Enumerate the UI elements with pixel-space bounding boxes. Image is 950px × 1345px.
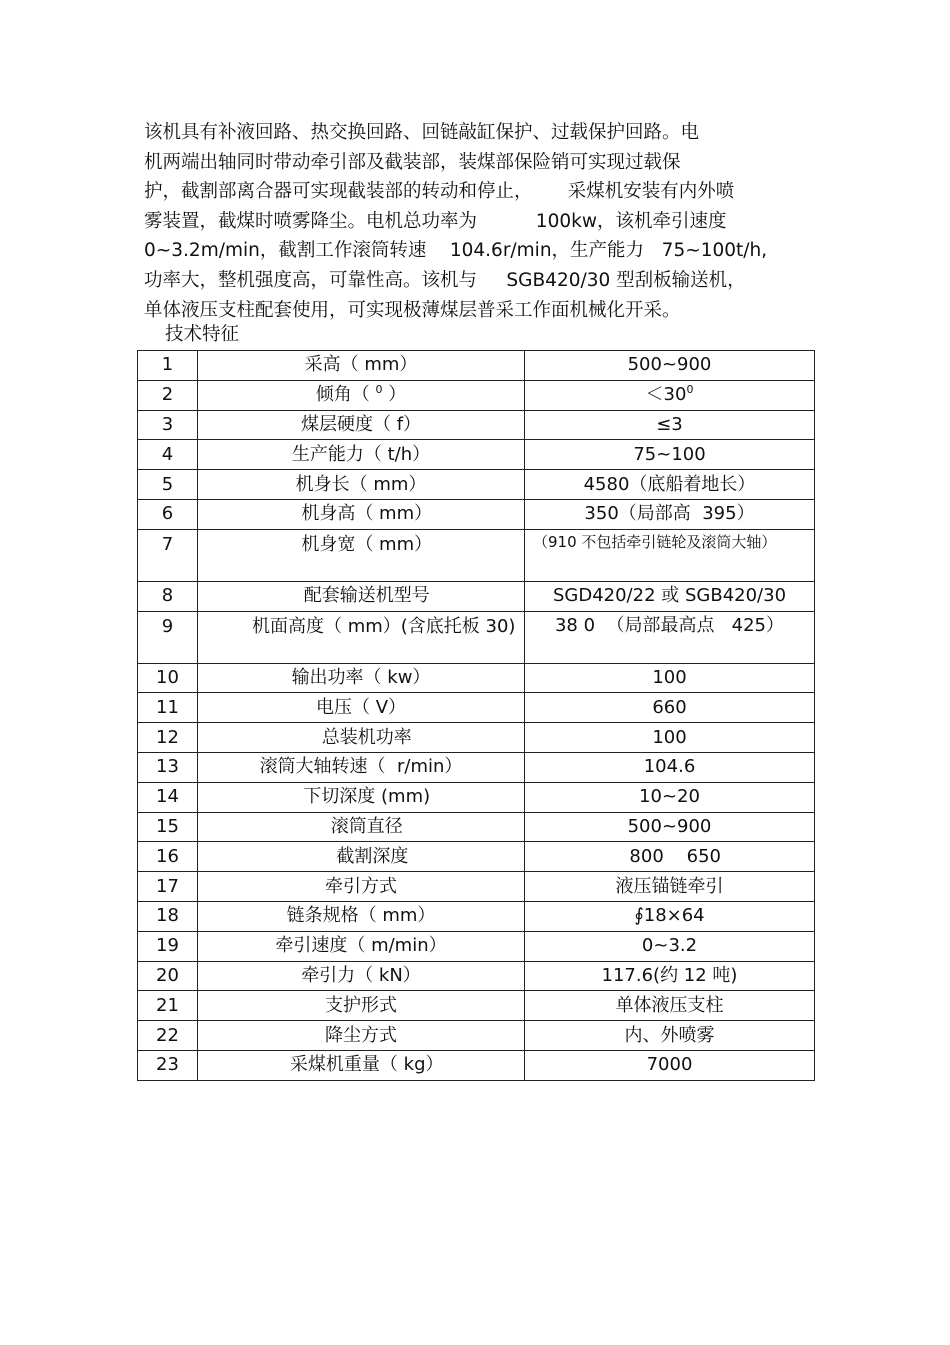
row-number: 21 — [138, 991, 198, 1021]
intro-line: 功率大，整机强度高，可靠性高。该机与 SGB420/30 型刮板输送机， — [144, 269, 746, 291]
table-row — [138, 499, 815, 529]
row-number: 18 — [138, 901, 198, 931]
table-row — [138, 961, 815, 991]
spec-value: 104.6 — [525, 752, 815, 782]
spec-item: 总装机功率 — [198, 723, 525, 753]
table-row — [138, 1021, 815, 1051]
row-number: 6 — [138, 499, 198, 529]
spec-value: 38 0 （局部最高点 425） — [525, 611, 815, 663]
spec-value: 500~900 — [525, 351, 815, 381]
table-row — [138, 380, 815, 410]
spec-value: 500~900 — [525, 812, 815, 842]
section-title: 技术特征 — [165, 324, 240, 345]
spec-value: 75~100 — [525, 440, 815, 470]
row-number: 22 — [138, 1021, 198, 1051]
table-row — [138, 991, 815, 1021]
spec-item: 下切深度 (mm) — [198, 782, 525, 812]
table-row — [138, 581, 815, 611]
row-number: 14 — [138, 782, 198, 812]
spec-item: 生产能力（ t/h） — [198, 440, 525, 470]
spec-item-text: 倾角（ — [315, 384, 376, 406]
spec-value: ∮18×64 — [525, 901, 815, 931]
table-row — [138, 693, 815, 723]
row-number: 9 — [138, 611, 198, 663]
table-row — [138, 440, 815, 470]
spec-item: 电压（ V） — [198, 693, 525, 723]
spec-item: 截割深度 — [198, 842, 525, 872]
table-row — [138, 872, 815, 902]
spec-value: 单体液压支柱 — [525, 991, 815, 1021]
table-row — [138, 611, 815, 663]
spec-value: 660 — [525, 693, 815, 723]
spec-item: 牵引力（ kN） — [198, 961, 525, 991]
spec-value: 100 — [525, 663, 815, 693]
table-row — [138, 901, 815, 931]
table-row — [138, 529, 815, 581]
spec-value: SGD420/22 或 SGB420/30 — [525, 581, 815, 611]
spec-item: 支护形式 — [198, 991, 525, 1021]
spec-value: 350（局部高 395） — [525, 499, 815, 529]
spec-item: 机身高（ mm） — [198, 499, 525, 529]
intro-line: 单体液压支柱配套使用，可实现极薄煤层普采工作面机械化开采。 — [144, 299, 681, 321]
spec-value: 4580（底船着地长） — [525, 470, 815, 500]
row-number: 15 — [138, 812, 198, 842]
table-row — [138, 752, 815, 782]
spec-item — [198, 380, 525, 410]
row-number: 12 — [138, 723, 198, 753]
row-number: 10 — [138, 663, 198, 693]
intro-line: 机两端出轴同时带动牵引部及截装部，装煤部保险销可实现过载保 — [144, 151, 681, 173]
spec-value: 7000 — [525, 1050, 815, 1080]
row-number: 20 — [138, 961, 198, 991]
intro-line: 0~3.2m/min，截割工作滚筒转速 104.6r/min，生产能力 75~100t/h, — [144, 240, 768, 262]
row-number: 23 — [138, 1050, 198, 1080]
table-row — [138, 812, 815, 842]
table-row — [138, 663, 815, 693]
spec-table — [137, 350, 815, 1081]
table-row — [138, 470, 815, 500]
row-number: 2 — [138, 380, 198, 410]
spec-item: 链条规格（ mm） — [198, 901, 525, 931]
spec-item: 输出功率（ kw） — [198, 663, 525, 693]
row-number: 11 — [138, 693, 198, 723]
table-row — [138, 351, 815, 381]
spec-value: 内、外喷雾 — [525, 1021, 815, 1051]
table-row — [138, 782, 815, 812]
spec-value: 0~3.2 — [525, 931, 815, 961]
degree-superscript: 0 — [375, 383, 383, 397]
degree-superscript: 0 — [686, 383, 694, 397]
spec-item: 牵引速度（ m/min） — [198, 931, 525, 961]
spec-value: （910 不包括牵引链轮及滚筒大轴） — [525, 529, 815, 581]
spec-item: 采煤机重量（ kg） — [198, 1050, 525, 1080]
spec-item: 牵引方式 — [198, 872, 525, 902]
intro-line: 雾装置，截煤时喷雾降尘。电机总功率为 100kw，该机牵引速度 — [144, 210, 727, 232]
spec-item: 滚筒大轴转速（ r/min） — [198, 752, 525, 782]
row-number: 16 — [138, 842, 198, 872]
spec-item: 采高（ mm） — [198, 351, 525, 381]
spec-item: 滚筒直径 — [198, 812, 525, 842]
spec-item: 配套输送机型号 — [198, 581, 525, 611]
table-row — [138, 842, 815, 872]
spec-item: 机面高度（ mm）(含底托板 30) — [198, 611, 525, 663]
spec-value — [525, 380, 815, 410]
row-number: 1 — [138, 351, 198, 381]
spec-value: 10~20 — [525, 782, 815, 812]
spec-item-text: ） — [382, 384, 407, 406]
row-number: 4 — [138, 440, 198, 470]
row-number: 3 — [138, 410, 198, 440]
intro-line: 该机具有补液回路、热交换回路、回链敲缸保护、过载保护回路。电 — [144, 122, 700, 143]
row-number: 5 — [138, 470, 198, 500]
spec-value: ≤3 — [525, 410, 815, 440]
row-number: 19 — [138, 931, 198, 961]
row-number: 8 — [138, 581, 198, 611]
row-number: 13 — [138, 752, 198, 782]
spec-item: 机身宽（ mm） — [198, 529, 525, 581]
row-number: 7 — [138, 529, 198, 581]
spec-value: 100 — [525, 723, 815, 753]
table-row — [138, 410, 815, 440]
spec-item: 机身长（ mm） — [198, 470, 525, 500]
table-row — [138, 931, 815, 961]
intro-line: 护，截割部离合器可实现截装部的转动和停止， 采煤机安装有内外喷 — [144, 181, 735, 203]
spec-value-text: ＜30 — [645, 384, 687, 406]
table-row — [138, 723, 815, 753]
spec-value: 800 650 — [525, 842, 815, 872]
row-number: 17 — [138, 872, 198, 902]
spec-value: 117.6(约 12 吨) — [525, 961, 815, 991]
spec-value: 液压锚链牵引 — [525, 872, 815, 902]
spec-item: 煤层硬度（ f） — [198, 410, 525, 440]
spec-item: 降尘方式 — [198, 1021, 525, 1051]
intro-paragraph — [144, 118, 814, 325]
table-row — [138, 1050, 815, 1080]
